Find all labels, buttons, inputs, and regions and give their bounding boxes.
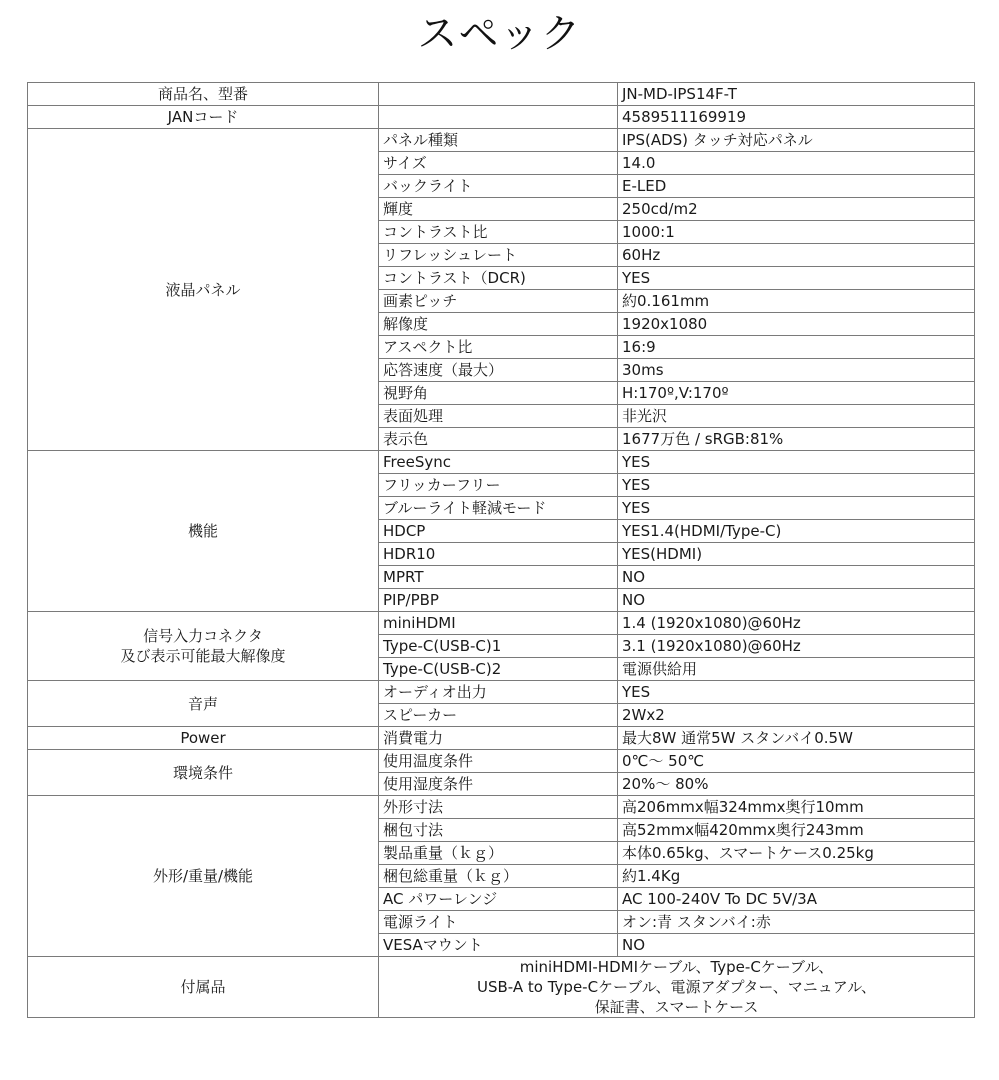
- key-cell: 使用湿度条件: [379, 773, 618, 796]
- value-cell: E-LED: [618, 175, 975, 198]
- key-cell: Type-C(USB-C)1: [379, 635, 618, 658]
- value-cell: 本体0.65kg、スマートケース0.25kg: [618, 842, 975, 865]
- accessories-list: [379, 957, 975, 1018]
- value-cell: 高206mmx幅324mmx奥行10mm: [618, 796, 975, 819]
- key-cell: 梱包総重量（ｋｇ）: [379, 865, 618, 888]
- value-cell: YES: [618, 681, 975, 704]
- key-cell: [379, 83, 618, 106]
- key-cell: 外形寸法: [379, 796, 618, 819]
- key-cell: バックライト: [379, 175, 618, 198]
- value-cell: YES(HDMI): [618, 543, 975, 566]
- key-cell: PIP/PBP: [379, 589, 618, 612]
- table-row: [28, 727, 975, 750]
- value-cell: 20%～ 80%: [618, 773, 975, 796]
- category-line: 信号入力コネクタ: [143, 627, 263, 645]
- category-line: 及び表示可能最大解像度: [120, 647, 286, 665]
- value-cell: 1.4 (1920x1080)@60Hz: [618, 612, 975, 635]
- key-cell: MPRT: [379, 566, 618, 589]
- value-cell: 約1.4Kg: [618, 865, 975, 888]
- key-cell: 解像度: [379, 313, 618, 336]
- accessory-line: 保証書、スマートケース: [594, 998, 759, 1016]
- key-cell: 輝度: [379, 198, 618, 221]
- key-cell: [379, 106, 618, 129]
- key-cell: 応答速度（最大）: [379, 359, 618, 382]
- category-dimensions-weight: 外形/重量/機能: [28, 796, 379, 957]
- value-cell: 1677万色 / sRGB:81%: [618, 428, 975, 451]
- category-lcd-panel: 液晶パネル: [28, 129, 379, 451]
- value-cell: H:170º,V:170º: [618, 382, 975, 405]
- key-cell: パネル種類: [379, 129, 618, 152]
- value-cell: NO: [618, 934, 975, 957]
- key-cell: 電源ライト: [379, 911, 618, 934]
- value-cell: 非光沢: [618, 405, 975, 428]
- value-cell: NO: [618, 589, 975, 612]
- table-row: [28, 681, 975, 704]
- key-cell: アスペクト比: [379, 336, 618, 359]
- value-cell: JN-MD-IPS14F-T: [618, 83, 975, 106]
- value-cell: 30ms: [618, 359, 975, 382]
- key-cell: オーディオ出力: [379, 681, 618, 704]
- value-cell: YES: [618, 267, 975, 290]
- page-title: スペック: [417, 11, 582, 57]
- category-input-connectors: [28, 612, 379, 681]
- value-cell: 約0.161mm: [618, 290, 975, 313]
- value-cell: YES: [618, 451, 975, 474]
- value-cell: 2Wx2: [618, 704, 975, 727]
- table-row: [28, 750, 975, 773]
- key-cell: 使用温度条件: [379, 750, 618, 773]
- category-cell: 商品名、型番: [28, 83, 379, 106]
- table-row: [28, 612, 975, 635]
- value-cell: 1000:1: [618, 221, 975, 244]
- key-cell: コントラスト比: [379, 221, 618, 244]
- value-cell: AC 100-240V To DC 5V/3A: [618, 888, 975, 911]
- category-cell: JANコード: [28, 106, 379, 129]
- key-cell: miniHDMI: [379, 612, 618, 635]
- key-cell: ブルーライト軽減モード: [379, 497, 618, 520]
- category-features: 機能: [28, 451, 379, 612]
- table-row-product-name: [28, 83, 975, 106]
- category-accessories: 付属品: [28, 957, 379, 1018]
- key-cell: スピーカー: [379, 704, 618, 727]
- value-cell: 16:9: [618, 336, 975, 359]
- value-cell: NO: [618, 566, 975, 589]
- value-cell: YES: [618, 497, 975, 520]
- category-power: Power: [28, 727, 379, 750]
- key-cell: サイズ: [379, 152, 618, 175]
- table-row: [28, 796, 975, 819]
- value-cell: 3.1 (1920x1080)@60Hz: [618, 635, 975, 658]
- value-cell: 最大8W 通常5W スタンバイ0.5W: [618, 727, 975, 750]
- value-cell: オン:青 スタンバイ:赤: [618, 911, 975, 934]
- key-cell: HDR10: [379, 543, 618, 566]
- value-cell: 1920x1080: [618, 313, 975, 336]
- key-cell: 消費電力: [379, 727, 618, 750]
- key-cell: VESAマウント: [379, 934, 618, 957]
- table-row: [28, 451, 975, 474]
- value-cell: 60Hz: [618, 244, 975, 267]
- value-cell: 250cd/m2: [618, 198, 975, 221]
- value-cell: 0℃～ 50℃: [618, 750, 975, 773]
- key-cell: 表面処理: [379, 405, 618, 428]
- value-cell: YES1.4(HDMI/Type-C): [618, 520, 975, 543]
- value-cell: 高52mmx幅420mmx奥行243mm: [618, 819, 975, 842]
- accessory-line: USB-A to Type-Cケーブル、電源アダプター、マニュアル、: [476, 978, 877, 996]
- table-row-accessories: [28, 957, 975, 1018]
- key-cell: フリッカーフリー: [379, 474, 618, 497]
- spec-table: [27, 82, 975, 1018]
- table-row-jan-code: [28, 106, 975, 129]
- value-cell: YES: [618, 474, 975, 497]
- accessory-line: miniHDMI-HDMIケーブル、Type-Cケーブル、: [519, 958, 834, 976]
- value-cell: 電源供給用: [618, 658, 975, 681]
- key-cell: FreeSync: [379, 451, 618, 474]
- key-cell: 表示色: [379, 428, 618, 451]
- value-cell: 4589511169919: [618, 106, 975, 129]
- key-cell: コントラスト（DCR): [379, 267, 618, 290]
- key-cell: リフレッシュレート: [379, 244, 618, 267]
- value-cell: 14.0: [618, 152, 975, 175]
- key-cell: 視野角: [379, 382, 618, 405]
- category-environment: 環境条件: [28, 750, 379, 796]
- key-cell: 製品重量（ｋｇ）: [379, 842, 618, 865]
- key-cell: HDCP: [379, 520, 618, 543]
- value-cell: IPS(ADS) タッチ対応パネル: [618, 129, 975, 152]
- key-cell: 梱包寸法: [379, 819, 618, 842]
- table-row: [28, 129, 975, 152]
- category-audio: 音声: [28, 681, 379, 727]
- key-cell: 画素ピッチ: [379, 290, 618, 313]
- key-cell: AC パワーレンジ: [379, 888, 618, 911]
- key-cell: Type-C(USB-C)2: [379, 658, 618, 681]
